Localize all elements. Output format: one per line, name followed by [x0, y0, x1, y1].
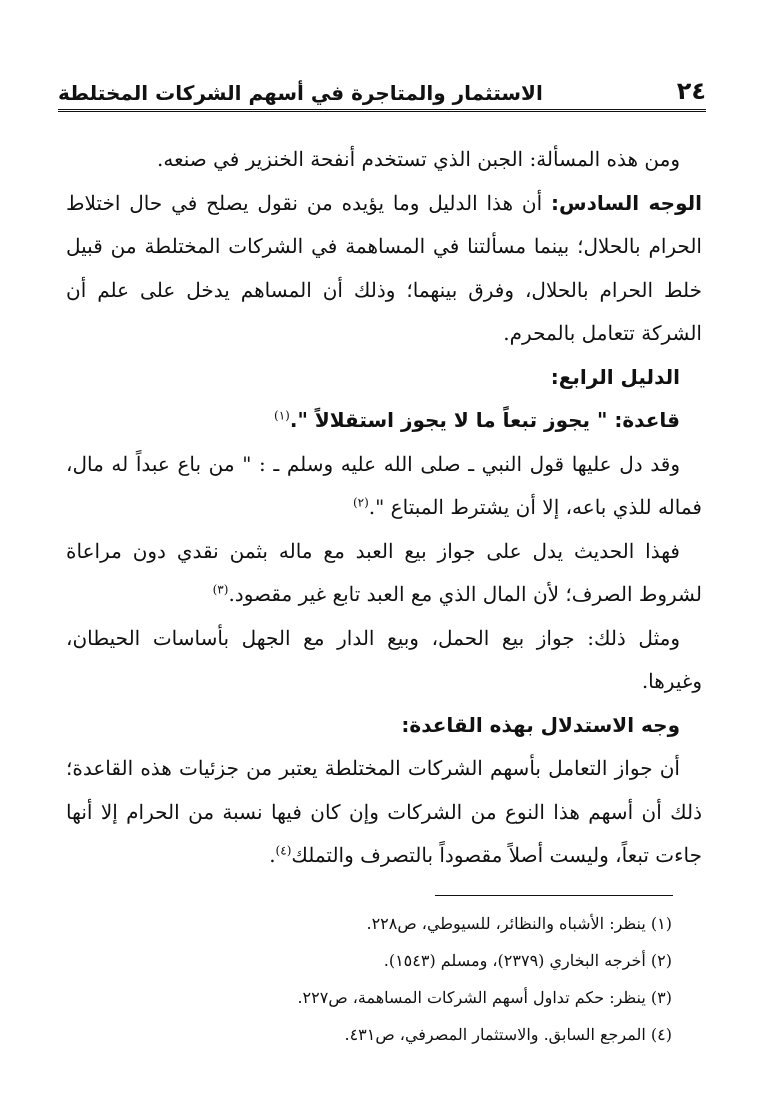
- inference-end: .: [269, 843, 276, 867]
- body-text: [66, 138, 702, 878]
- footnote-ref-1: (١): [274, 408, 290, 423]
- inference-text: أن جواز التعامل بأسهم الشركات المختلطة يعتبر من جزئيات هذه القاعدة؛ ذلك أن أسهم هذا النوع من الشركات وإن كان فيها نسبة من الحرام إلا أنها جاءت تبعاً، وليست أصلاً مقصوداً بالتصرف والتملك: [66, 756, 702, 867]
- paragraph-inference: [66, 747, 702, 878]
- sixth-aspect-label: الوجه السادس:: [551, 190, 702, 215]
- paragraph-similar-cases: ومثل ذلك: جواز بيع الحمل، وبيع الدار مع الجهل بأساسات الحيطان، وغيرها.: [66, 625, 702, 693]
- page-number: ٢٤: [676, 77, 706, 105]
- footnote-4: (٤) المرجع السابق. والاستثمار المصرفي، ص٤٣١.: [344, 1025, 672, 1044]
- hadith-meaning-text: فهذا الحديث يدل على جواز بيع العبد مع ماله بثمن نقدي دون مراعاة لشروط الصرف؛ لأن المال الذي مع العبد تابع غير مقصود.: [66, 538, 702, 606]
- paragraph-example: ومن هذه المسألة: الجبن الذي تستخدم أنفحة الخنزير في صنعه.: [157, 147, 680, 171]
- paragraph-hadith-meaning: [66, 530, 702, 617]
- footnote-ref-4: (٤): [275, 843, 292, 858]
- running-title: الاستثمار والمتاجرة في أسهم الشركات المختلطة: [58, 81, 543, 105]
- footnote-2: (٢) أخرجه البخاري (٢٣٧٩)، ومسلم (١٥٤٣).: [383, 951, 672, 970]
- page-header: [58, 72, 706, 112]
- footnote-ref-2: (٢): [352, 495, 369, 510]
- footnote-separator: [435, 895, 673, 896]
- footnote-1: (١) ينظر: الأشباه والنظائر، للسيوطي، ص٢٢٨.: [366, 914, 672, 933]
- heading-inference: وجه الاستدلال بهذه القاعدة:: [401, 712, 680, 737]
- footnotes: [62, 905, 672, 1053]
- hadith-text: وقد دل عليها قول النبي ـ صلى الله عليه وسلم ـ : " من باع عبداً له مال، فماله للذي باعه، إلا أن يشترط المبتاع ".: [66, 451, 702, 519]
- heading-fourth-evidence: الدليل الرابع:: [550, 364, 680, 389]
- paragraph-hadith: [66, 443, 702, 530]
- footnote-3: (٣) ينظر: حكم تداول أسهم الشركات المساهمة، ص٢٢٧.: [297, 988, 672, 1007]
- footnote-ref-3: (٣): [212, 582, 229, 597]
- rule-text: قاعدة: " يجوز تبعاً ما لا يجوز استقلالاً ".: [289, 408, 680, 432]
- paragraph-sixth-aspect: [66, 182, 702, 356]
- rule-line: [66, 399, 702, 443]
- sixth-aspect-text: أن هذا الدليل وما يؤيده من نقول يصلح في حال اختلاط الحرام بالحلال؛ بينما مسألتنا في المساهمة في الشركات المختلطة من قبيل خلط الحرام بالحلال، وفرق بينهما؛ وذلك أن المساهم يدخل على علم أن الشركة تتعامل بالمحرم.: [66, 190, 702, 345]
